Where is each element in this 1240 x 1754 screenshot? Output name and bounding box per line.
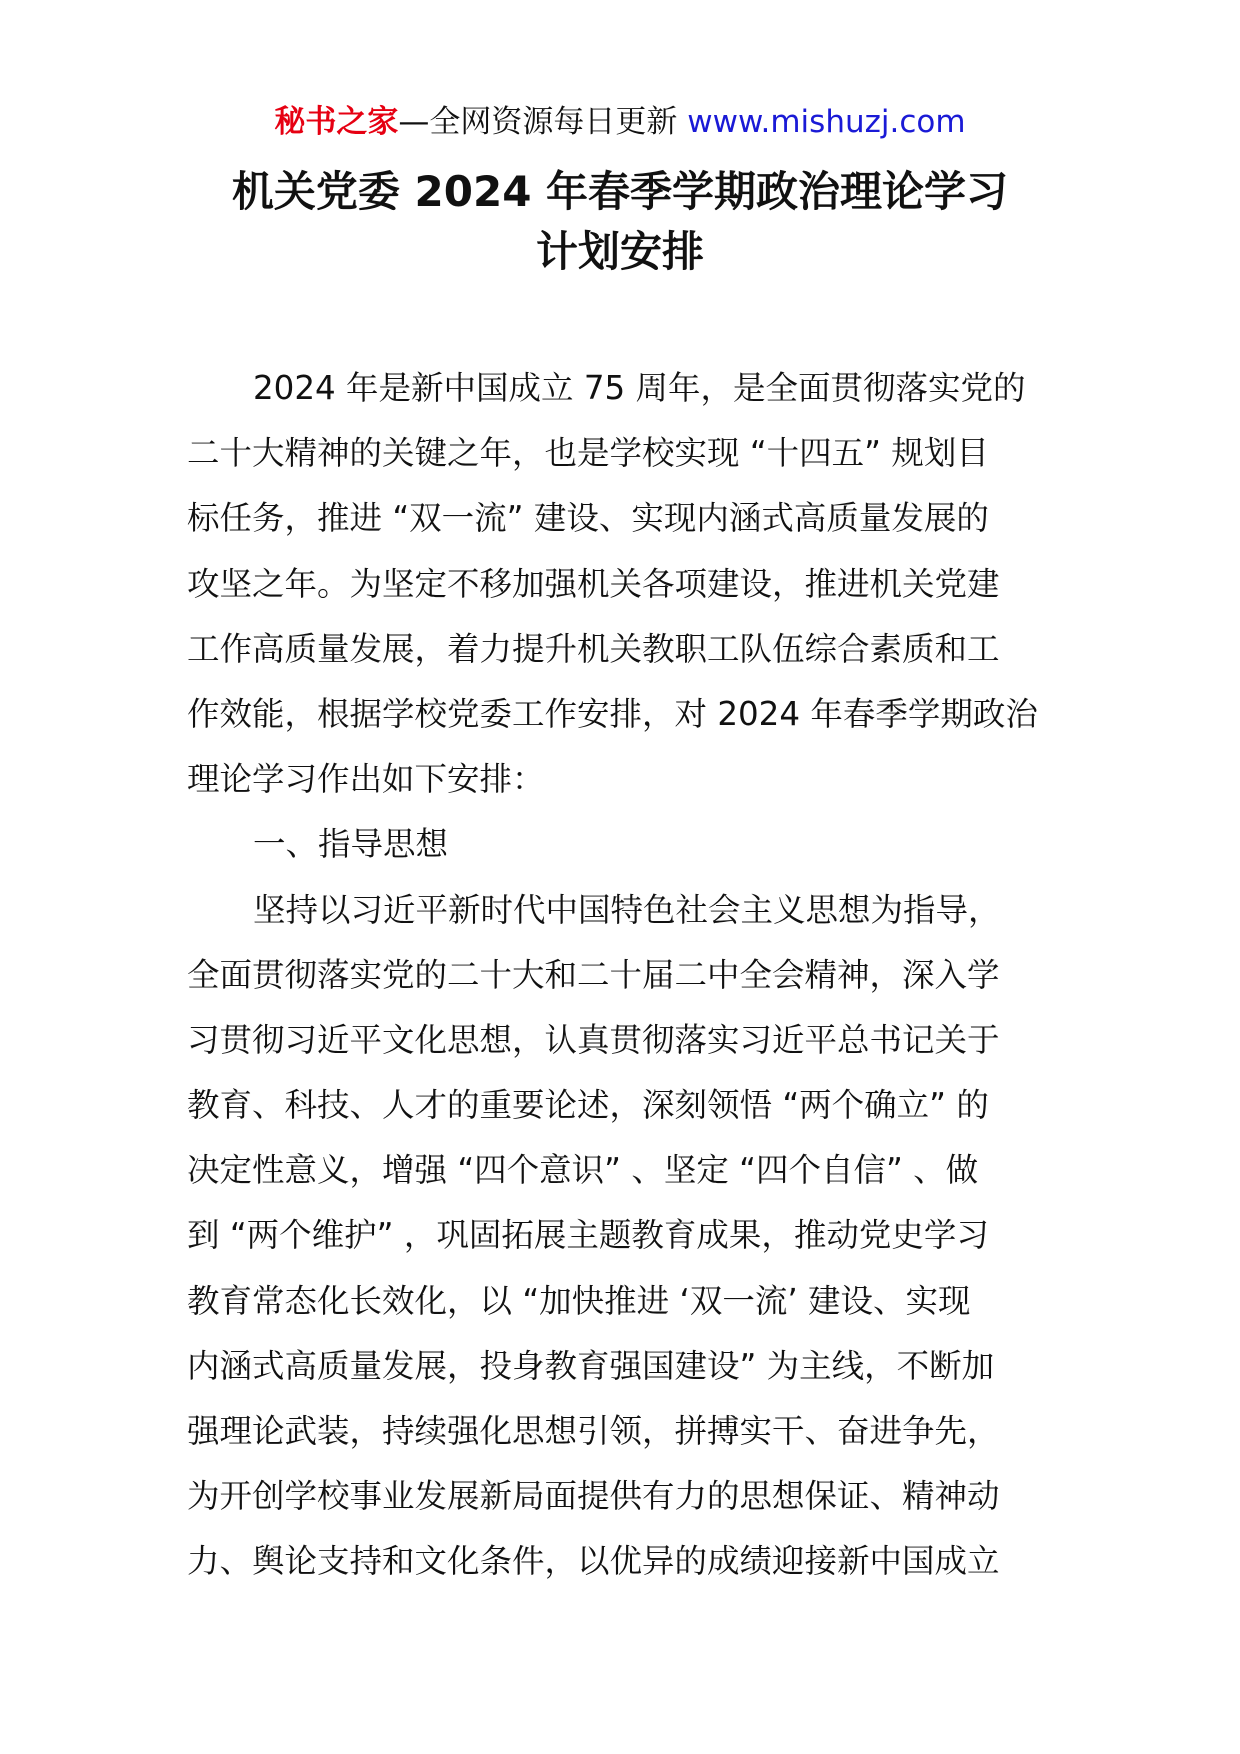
document-body <box>187 356 1055 1595</box>
paragraph-line: 习贯彻习近平文化思想，认真贯彻落实习近平总书记关于 <box>187 1020 1000 1059</box>
paragraph-line: 工作高质量发展，着力提升机关教职工队伍综合素质和工 <box>187 629 1000 668</box>
paragraph-line: 理论学习作出如下安排： <box>187 760 545 799</box>
paragraph-line: 力、舆论支持和文化条件，以优异的成绩迎接新中国成立 <box>187 1542 1000 1581</box>
paragraph-line: 教育、科技、人才的重要论述，深刻领悟 “两个确立” 的 <box>187 1086 989 1125</box>
site-url-link[interactable]: www.mishuzj.com <box>687 104 966 140</box>
title-line: 计划安排 <box>535 227 704 276</box>
document-title <box>0 162 1240 282</box>
paragraph-line: 全面贯彻落实党的二十大和二十届二中全会精神，深入学 <box>187 955 1000 994</box>
header-slogan: —全网资源每日更新 <box>398 104 678 140</box>
section-heading: 一、指导思想 <box>253 825 449 864</box>
paragraph-line: 作效能，根据学校党委工作安排，对 2024 年春季学期政治 <box>187 694 1038 733</box>
title-line: 机关党委 2024 年春季学期政治理论学习 <box>231 167 1009 216</box>
watermark-header <box>0 100 1240 144</box>
paragraph-line: 坚持以习近平新时代中国特色社会主义思想为指导， <box>253 890 1001 929</box>
paragraph-line: 攻坚之年。为坚定不移加强机关各项建设，推进机关党建 <box>187 564 1000 603</box>
paragraph-line: 2024 年是新中国成立 75 周年，是全面贯彻落实党的 <box>253 369 1026 407</box>
paragraph-line: 内涵式高质量发展，投身教育强国建设” 为主线，不断加 <box>187 1346 995 1385</box>
paragraph-line: 强理论武装，持续强化思想引领，拼搏实干、奋进争先， <box>187 1412 1000 1450</box>
paragraph-line: 二十大精神的关键之年，也是学校实现 “十四五” 规划目 <box>187 434 989 473</box>
paragraph-line: 教育常态化长效化，以 “加快推进 ‘双一流’ 建设、实现 <box>187 1281 971 1320</box>
brand-name: 秘书之家 <box>274 104 399 140</box>
paragraph-line: 标任务，推进 “双一流” 建设、实现内涵式高质量发展的 <box>187 499 989 538</box>
paragraph-line: 为开创学校事业发展新局面提供有力的思想保证、精神动 <box>187 1477 1000 1516</box>
paragraph-line: 决定性意义，增强 “四个意识” 、坚定 “四个自信” 、做 <box>187 1151 979 1190</box>
paragraph-line: 到 “两个维护” ，巩固拓展主题教育成果，推动党史学习 <box>187 1216 989 1255</box>
